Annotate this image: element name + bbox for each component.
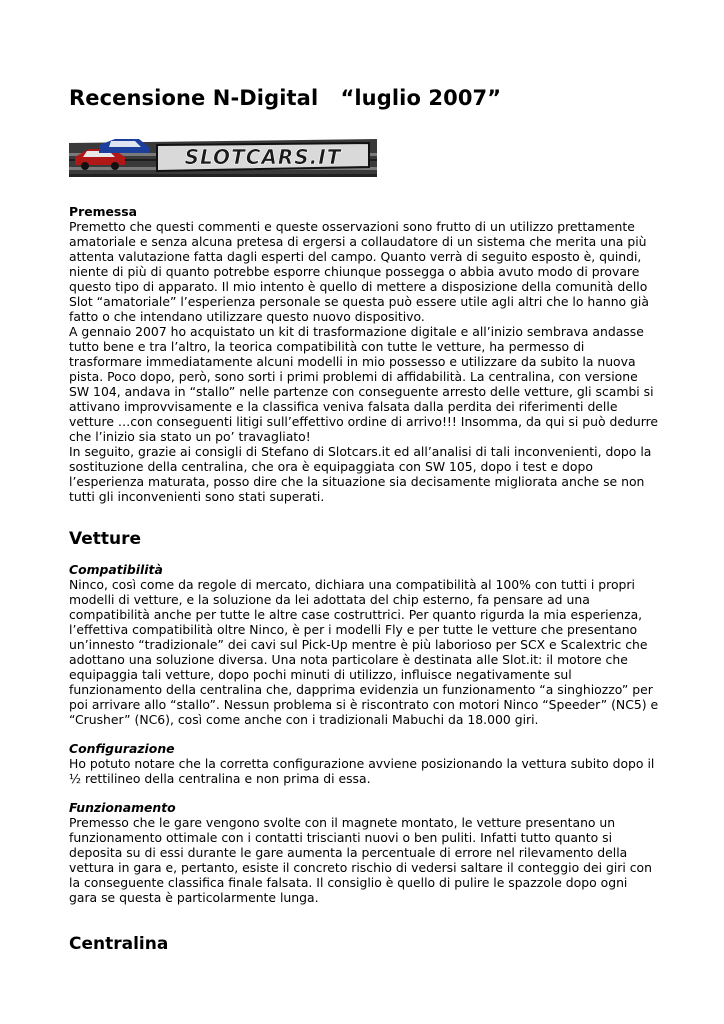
- vetture-heading: Vetture: [69, 529, 142, 549]
- centralina-heading: Centralina: [69, 934, 169, 954]
- premessa-section: [69, 204, 659, 504]
- configurazione-heading: Configurazione: [69, 741, 175, 756]
- funzionamento-heading: Funzionamento: [69, 800, 176, 815]
- slotcars-logo: [69, 137, 377, 181]
- compatibilita-heading: Compatibilità: [69, 562, 163, 577]
- premessa-paragraph-1: Premetto che questi commenti e queste osservazioni sono frutto di un utilizzo prettamente amatoriale e senza alcuna pretesa di ergersi a collaudatore di un sistema che merita una più attenta valutazione fatta dagli esperti del campo. Quanto verrà di seguito esposto è, quindi, niente di più di quanto potrebbe esporre chiunque possegga o abbia avuto modo di provare questo tipo di apparato. Il mio intento è quello di mettere a disposizione della comunità dello Slot “amatoriale” l’esperienza personale se questa può essere utile agli altri che lo hanno già fatto o che intendano utilizzare questo nuovo dispositivo.: [69, 219, 649, 324]
- premessa-paragraph-3: In seguito, grazie ai consigli di Stefano di Slotcars.it ed all’analisi di tali inconvenienti, dopo la sostituzione della centralina, che ora è equipaggiata con SW 105, dopo i test e dopo l’esperienza maturata, posso dire che la situazione sia decisamente migliorata anche se non tutti gli inconvenienti sono stati superati.: [69, 444, 652, 504]
- funzionamento-section: [69, 800, 659, 905]
- compatibilita-section: [69, 562, 659, 727]
- compatibilita-text: Ninco, così come da regole di mercato, dichiara una compatibilità al 100% con tutti i propri modelli di vetture, e la soluzione da lei adottata del chip esterno, fa pensare ad una compatibilità anche per tutte le altre case costruttrici. Per quanto rigurda la mia esperienza, l’effettiva compatibilità oltre Ninco, è per i modelli Fly e per tutte le vetture che presentano un’innesto “tradizionale” dei cavi sul Pick-Up mentre è più laborioso per SCX e Scalextric che adottano una soluzione diversa. Una nota particolare è destinata alle Slot.it: il motore che equipaggia tali vetture, dopo pochi minuti di utilizzo, influisce negativamente sul funzionamento della centralina che, dapprima evidenzia un funzionamento “a singhiozzo” per poi arrivare allo “stallo”. Nessun problema si è riscontrato con motori Ninco “Speeder” (NC5) e “Crusher” (NC6), così come anche con i tradizionali Mabuchi da 18.000 giri.: [69, 577, 659, 727]
- configurazione-section: [69, 741, 659, 786]
- slotcars-logo-text: SLOTCARS.IT: [184, 145, 342, 169]
- premessa-paragraph-2: A gennaio 2007 ho acquistato un kit di trasformazione digitale e all’inizio sembrava andasse tutto bene e tra l’altro, la teorica compatibilità con tutte le vetture, ha permesso di trasformare immediatamente alcuni modelli in mio possesso e utilizzare da subito la nuova pista. Poco dopo, però, sono sorti i primi problemi di affidabilità. La centralina, con versione SW 104, andava in “stallo” nelle partenze con conseguente arresto delle vetture, gli scambi si attivano improvvisamente e la classifica veniva falsata dalla perdita dei riferimenti delle vetture …con conseguenti litigi sull’effettivo ordine di arrivo!!! Insomma, da qui si può dedurre che l’inizio sia stato un po’ travagliato!: [69, 324, 659, 444]
- configurazione-text: Ho potuto notare che la corretta configurazione avviene posizionando la vettura subito dopo il ½ rettilineo della centralina e non prima di essa.: [69, 756, 655, 786]
- document-title: Recensione N-Digital “luglio 2007”: [69, 86, 502, 110]
- premessa-heading: Premessa: [69, 204, 138, 219]
- funzionamento-text: Premesso che le gare vengono svolte con il magnete montato, le vetture presentano un funzionamento ottimale con i contatti triscianti nuovi o ben puliti. Infatti tutto quanto si deposita su di essi durante le gare aumenta la percentuale di errore nel rilevamento della vettura in gara e, pertanto, esiste il concreto rischio di vedersi saltare il conteggio dei giri con la conseguente classifica finale falsata. Il consiglio è quello di pulire le spazzole dopo ogni gara se questa è particolarmente lunga.: [69, 815, 652, 905]
